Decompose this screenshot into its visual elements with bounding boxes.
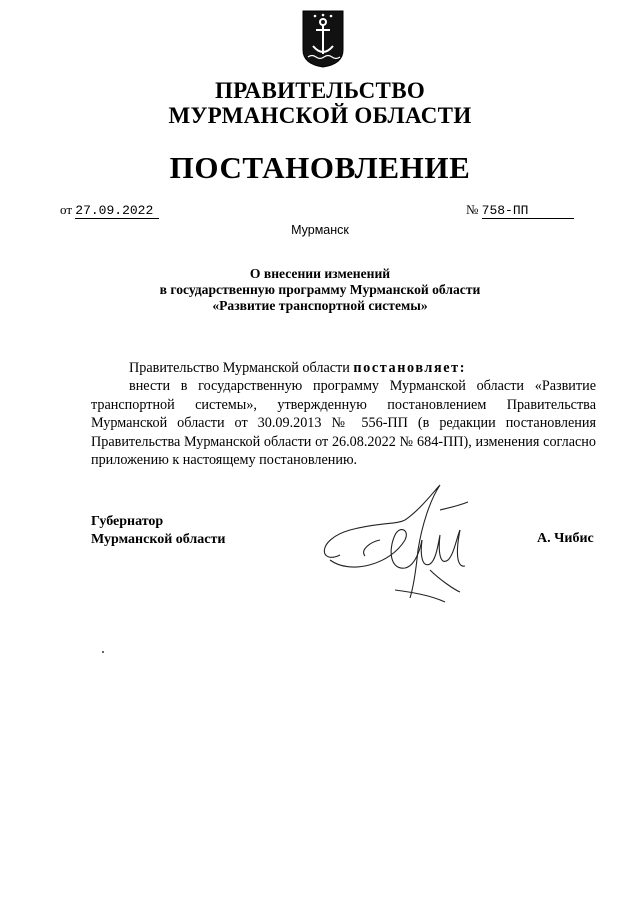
number-prefix: №	[466, 202, 479, 217]
number-line	[466, 202, 574, 219]
government-title-line1: ПРАВИТЕЛЬСТВО	[214, 78, 426, 103]
document-subject	[0, 266, 640, 314]
government-title-line2: МУРМАНСКОЙ ОБЛАСТИ	[168, 103, 472, 128]
document-type: ПОСТАНОВЛЕНИЕ	[169, 150, 471, 185]
body-paragraph: внести в государственную программу Мурманской области «Развитие транспортной системы», утвержденную постановлением Правительства Мурманской области от 30.09.2013 № 556-ПП (в редакции постановления Правительства Мурманской области от 26.08.2022 № 684-ПП), изменения согласно приложению к настоящему постановлению.	[91, 378, 596, 469]
decree-word: постановляет:	[353, 360, 467, 376]
coat-of-arms-icon	[302, 10, 344, 68]
signer-position	[91, 513, 225, 549]
signature-image	[310, 480, 480, 605]
signer-position-line1: Губернатор	[91, 514, 164, 529]
signer-name: А. Чибис	[537, 531, 594, 546]
body-intro-paragraph	[91, 359, 596, 377]
government-title	[0, 78, 640, 128]
subject-line1: О внесении изменений	[249, 266, 391, 281]
city: Мурманск	[291, 223, 349, 237]
scan-speck	[102, 651, 104, 653]
body-intro: Правительство Мурманской области	[129, 360, 354, 376]
subject-line2: в государственную программу Мурманской области	[159, 282, 481, 297]
date-line	[60, 202, 159, 219]
date-prefix: от	[60, 202, 73, 217]
subject-line3: «Развитие транспортной системы»	[212, 298, 428, 313]
document-date: 27.09.2022	[75, 203, 159, 219]
document-number: 758-ПП	[482, 203, 574, 219]
document-body	[91, 359, 596, 469]
signer-position-line2: Мурманской области	[91, 532, 226, 547]
